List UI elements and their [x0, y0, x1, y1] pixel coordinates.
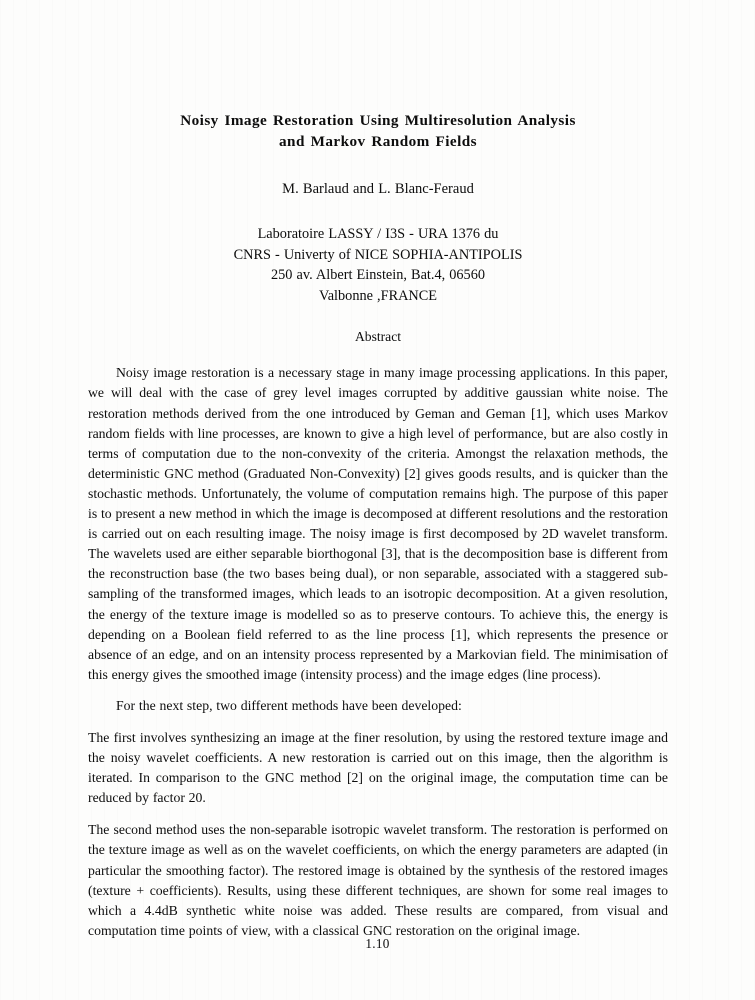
affiliation-line-4: Valbonne ,FRANCE: [318, 287, 438, 304]
affiliation-line-1: Laboratoire LASSY / I3S - URA 1376 du: [257, 226, 499, 242]
abstract-paragraph-1: Noisy image restoration is a necessary stage in many image processing applications. In this paper, we will deal with the case of grey level images corrupted by additive gaussian white noise. The restoration methods derived from the one introduced by Geman and Geman [1], which uses Markov random fields with line processes, are known to give a high level of performance, but are also costly in terms of computation due to the non-convexity of the criteria. Amongst the relaxation methods, the deterministic GNC method (Graduated Non-Convexity) [2] gives goods results, and is quicker than the stochastic methods. Unfortunately, the volume of computation remains high. The purpose of this paper is to present a new method in which the image is decomposed at different resolutions and the restoration is carried out on each resulting image. The noisy image is first decomposed by 2D wavelet transform. The wavelets used are either separable biorthogonal [3], that is the decomposition base is different from the reconstruction base (the two bases being dual), or non separable, associated with a staggered sub- sampling of the transformed images, which leads to an isotropic decomposition. At a given resolution, the energy of the texture image is modelled so as to preserve contours. To achieve this, the energy is depending on a Boolean field referred to as the line process [1], which represents the presence or absence of an edge, and on an intensity process represented by a Markovian field. The minimisation of this energy gives the smoothed image (intensity process) and the image edges (line process).: [88, 365, 668, 682]
abstract-paragraph-2: For the next step, two different methods have been developed:: [116, 697, 462, 713]
abstract-paragraph-3: The first involves synthesizing an image at the finer resolution, by using the restored texture image and the noisy wavelet coefficients. A new restoration is carried out on this image, then the algorithm is iterated. In comparison to the GNC method [2] on the original image, the computation time can be reduced by factor 20.: [88, 729, 668, 806]
page-title-line-2: and Markov Random Fields: [279, 133, 477, 150]
abstract-heading: Abstract: [354, 329, 402, 345]
author-list: M. Barlaud and L. Blanc-Feraud: [282, 181, 474, 197]
affiliation-line-3: 250 av. Albert Einstein, Bat.4, 06560: [270, 267, 485, 284]
abstract-body: [88, 346, 668, 941]
page-title: [88, 0, 668, 152]
page-title-line-1: Noisy Image Restoration Using Multiresolution Analysis: [180, 112, 576, 129]
affiliation-line-2: CNRS - Univerty of NICE SOPHIA-ANTIPOLIS: [233, 246, 523, 263]
page-content: [88, 0, 668, 1000]
affiliation-block: [88, 199, 668, 306]
page-number: 1.10: [365, 936, 390, 951]
abstract-paragraph-4: The second method uses the non-separable isotropic wavelet transform. The restoration is performed on the texture image as well as on the wavelet coefficients, on which the energy parameters are adapted (in particular the smoothing factor). The restored image is obtained by the synthesis of the restored images (texture + coefficients). Results, using these different techniques, are shown for some real images to which a 4.4dB synthetic white noise was added. These results are compared, from visual and computation time points of view, with a classical GNC restoration on the original image.: [88, 822, 668, 938]
